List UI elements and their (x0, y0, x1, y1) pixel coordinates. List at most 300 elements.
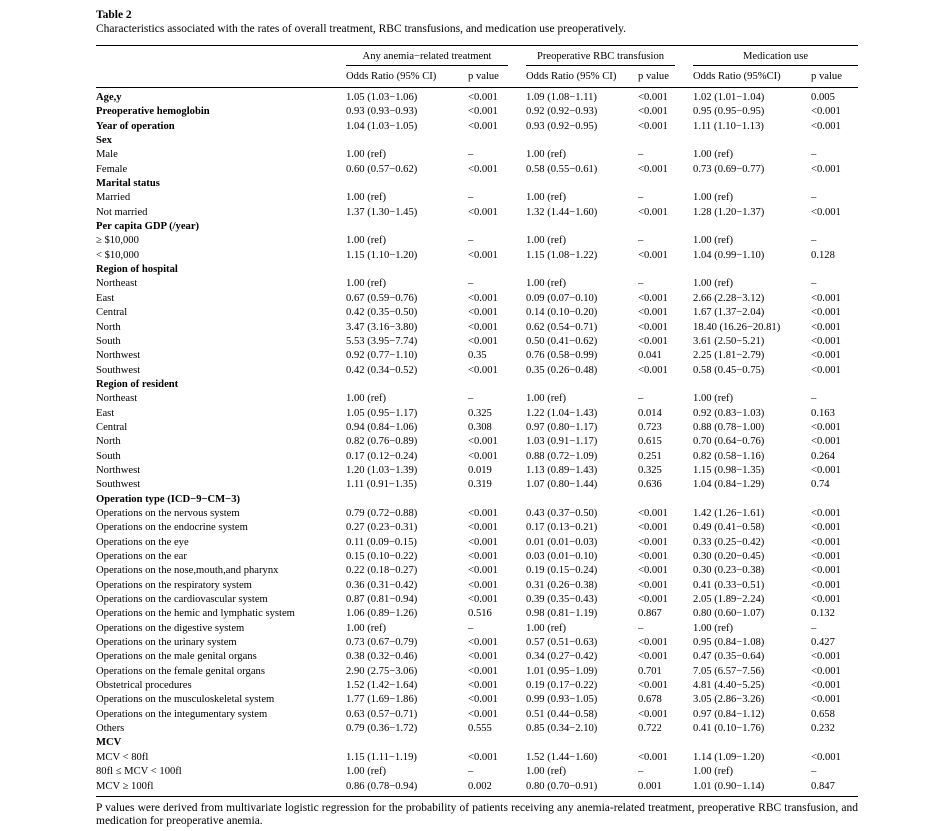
p-value-cell: <0.001 (468, 206, 498, 218)
row-label: Northeast (96, 278, 138, 290)
odds-ratio-cell: 1.04 (0.99−1.10) (693, 249, 765, 261)
odds-ratio-cell: 1.01 (0.90−1.14) (693, 780, 765, 792)
odds-ratio-cell (526, 220, 638, 234)
odds-ratio-cell: 0.80 (0.70−0.91) (526, 780, 598, 792)
odds-ratio-cell: 0.42 (0.35−0.50) (346, 307, 418, 319)
p-value-cell: <0.001 (811, 565, 841, 577)
odds-ratio-cell: 0.36 (0.31−0.42) (346, 579, 418, 591)
p-value-cell: 0.132 (811, 608, 835, 620)
odds-ratio-cell: 1.00 (ref) (346, 149, 387, 161)
col-group-medication-use (693, 46, 858, 67)
col-group-label: Medication use (693, 50, 858, 66)
odds-ratio-cell: 0.30 (0.23−0.38) (693, 565, 765, 577)
p-value-cell: <0.001 (638, 106, 668, 118)
section-header-row (96, 220, 858, 234)
row-label: 80fl ≤ MCV < 100fl (96, 766, 182, 778)
odds-ratio-cell: 1.00 (ref) (526, 192, 567, 204)
odds-ratio-cell: 1.15 (0.98−1.35) (693, 464, 765, 476)
p-value-cell (468, 736, 526, 750)
table-footnote: P values were derived from multivariate logistic regression for the probability of patients receiving any anemia-related treatment, preoperative RBC transfusion, and medication for preoperative anemia. (96, 801, 858, 827)
odds-ratio-cell: 0.86 (0.78−0.94) (346, 780, 418, 792)
odds-ratio-cell (526, 263, 638, 277)
table-row (96, 693, 858, 707)
section-header-row (96, 263, 858, 277)
odds-ratio-cell (693, 134, 811, 148)
p-value-cell: <0.001 (468, 565, 498, 577)
row-label: Obstetrical procedures (96, 680, 192, 692)
odds-ratio-cell: 1.00 (ref) (693, 393, 734, 405)
p-value-cell: – (811, 278, 817, 290)
p-value-cell: <0.001 (468, 594, 498, 606)
odds-ratio-cell: 0.60 (0.57−0.62) (346, 163, 418, 175)
p-value-cell: 0.002 (468, 780, 492, 792)
odds-ratio-cell: 0.97 (0.80−1.17) (526, 421, 598, 433)
table-row (96, 665, 858, 679)
odds-ratio-cell: 0.41 (0.10−1.76) (693, 723, 765, 735)
p-value-cell: – (468, 393, 474, 405)
row-label: Region of hospital (96, 264, 178, 276)
p-value-cell: – (468, 235, 474, 247)
table-row (96, 120, 858, 134)
p-value-cell: 0.041 (638, 350, 662, 362)
row-label: Operations on the hemic and lymphatic system (96, 608, 295, 620)
row-label: Operation type (ICD−9−CM−3) (96, 493, 241, 505)
odds-ratio-cell: 0.11 (0.09−0.15) (346, 536, 417, 548)
table-row (96, 607, 858, 621)
p-value-cell: <0.001 (811, 507, 841, 519)
odds-ratio-cell: 0.62 (0.54−0.71) (526, 321, 598, 333)
row-label: South (96, 335, 121, 347)
odds-ratio-cell: 1.07 (0.80−1.44) (526, 479, 598, 491)
odds-ratio-cell: 0.92 (0.77−1.10) (346, 350, 418, 362)
odds-ratio-cell: 1.28 (1.20−1.37) (693, 206, 765, 218)
row-label: Sex (96, 135, 112, 147)
odds-ratio-cell: 0.87 (0.81−0.94) (346, 594, 418, 606)
row-label: East (96, 292, 115, 304)
odds-ratio-cell: 5.53 (3.95−7.74) (346, 335, 418, 347)
row-label: Operations on the digestive system (96, 622, 245, 634)
p-value-cell: <0.001 (638, 522, 668, 534)
odds-ratio-cell: 0.22 (0.18−0.27) (346, 565, 418, 577)
col-group-anemia-treatment (346, 46, 526, 67)
odds-ratio-cell: 7.05 (6.57−7.56) (693, 665, 765, 677)
p-value-cell: 0.427 (811, 637, 835, 649)
p-value-cell: <0.001 (811, 536, 841, 548)
table-row (96, 636, 858, 650)
odds-ratio-cell (526, 134, 638, 148)
stub-header (96, 46, 346, 67)
p-value-cell: <0.001 (468, 507, 498, 519)
p-value-cell: <0.001 (638, 92, 668, 103)
p-value-cell: – (811, 393, 817, 405)
p-value-cell: – (811, 149, 817, 161)
row-label: Southwest (96, 364, 141, 376)
p-value-cell: 0.319 (468, 479, 492, 491)
odds-ratio-cell: 0.35 (0.26−0.48) (526, 364, 598, 376)
table-row (96, 622, 858, 636)
table-row (96, 780, 858, 797)
row-label: Male (96, 149, 118, 161)
table-row (96, 751, 858, 765)
table-row (96, 536, 858, 550)
odds-ratio-cell: 0.51 (0.44−0.58) (526, 708, 598, 720)
odds-ratio-cell (693, 736, 811, 750)
odds-ratio-cell: 1.00 (ref) (526, 235, 567, 247)
p-value-cell (638, 263, 693, 277)
p-value-cell (811, 378, 858, 392)
odds-ratio-cell (693, 378, 811, 392)
col-group-label: Any anemia−related treatment (346, 50, 508, 66)
odds-ratio-cell: 0.33 (0.25−0.42) (693, 536, 765, 548)
table-row (96, 593, 858, 607)
results-table (96, 45, 858, 797)
odds-ratio-cell: 0.73 (0.69−0.77) (693, 163, 765, 175)
p-value-cell: 0.74 (811, 479, 830, 491)
p-value-cell (811, 736, 858, 750)
p-value-cell (638, 378, 693, 392)
odds-ratio-cell: 1.00 (ref) (526, 149, 567, 161)
odds-ratio-cell: 0.73 (0.67−0.79) (346, 637, 418, 649)
p-value-cell: – (638, 393, 644, 405)
p-value-cell (638, 134, 693, 148)
p-value-cell: <0.001 (811, 579, 841, 591)
row-label: Not married (96, 206, 148, 218)
row-label: Preoperative hemoglobin (96, 106, 210, 118)
p-value-cell: <0.001 (811, 163, 841, 175)
col-group-label: Preoperative RBC transfusion (526, 50, 675, 66)
column-group-row (96, 46, 858, 67)
odds-ratio-cell (346, 134, 468, 148)
row-label: Operations on the male genital organs (96, 651, 257, 663)
odds-ratio-cell: 0.38 (0.32−0.46) (346, 651, 418, 663)
odds-ratio-cell: 0.39 (0.35−0.43) (526, 594, 598, 606)
odds-ratio-cell: 1.00 (ref) (693, 149, 734, 161)
odds-ratio-cell: 1.15 (1.08−1.22) (526, 249, 598, 261)
row-label: Operations on the integumentary system (96, 708, 268, 720)
odds-ratio-cell: 0.92 (0.92−0.93) (526, 106, 598, 118)
p-value-cell: <0.001 (468, 92, 498, 103)
odds-ratio-header: Odds Ratio (95% CI) (526, 66, 638, 88)
p-value-cell: <0.001 (468, 637, 498, 649)
p-value-cell: <0.001 (811, 292, 841, 304)
table-row (96, 550, 858, 564)
section-header-row (96, 378, 858, 392)
odds-ratio-cell (346, 493, 468, 507)
p-value-cell: 0.325 (468, 407, 492, 419)
p-value-cell (811, 134, 858, 148)
odds-ratio-cell: 0.17 (0.12−0.24) (346, 450, 418, 462)
p-value-cell: <0.001 (638, 651, 668, 663)
odds-ratio-cell: 0.95 (0.84−1.08) (693, 637, 765, 649)
p-value-cell: 0.867 (638, 608, 662, 620)
odds-ratio-cell (346, 263, 468, 277)
p-value-cell: <0.001 (638, 364, 668, 376)
p-value-cell: <0.001 (638, 637, 668, 649)
odds-ratio-cell (346, 736, 468, 750)
p-value-cell: <0.001 (638, 680, 668, 692)
p-value-cell (468, 493, 526, 507)
p-value-header: p value (638, 66, 693, 88)
p-value-cell: – (468, 278, 474, 290)
row-label: < $10,000 (96, 249, 140, 261)
p-value-cell: 0.35 (468, 350, 487, 362)
odds-ratio-cell: 0.09 (0.07−0.10) (526, 292, 598, 304)
p-value-cell: 0.163 (811, 407, 835, 419)
p-value-cell (811, 177, 858, 191)
table-row (96, 521, 858, 535)
odds-ratio-cell: 1.00 (ref) (693, 766, 734, 778)
p-value-cell (468, 220, 526, 234)
p-value-cell: – (638, 622, 644, 634)
odds-ratio-cell: 1.14 (1.09−1.20) (693, 751, 765, 763)
p-value-cell (811, 220, 858, 234)
table-body (96, 88, 858, 797)
odds-ratio-cell: 1.77 (1.69−1.86) (346, 694, 418, 706)
p-value-cell: <0.001 (638, 579, 668, 591)
row-label: Operations on the ear (96, 551, 187, 562)
p-value-cell: 0.325 (638, 464, 662, 476)
odds-ratio-cell: 0.27 (0.23−0.31) (346, 522, 418, 534)
odds-ratio-header: Odds Ratio (95%CI) (693, 66, 811, 88)
odds-ratio-cell: 1.02 (1.01−1.04) (693, 92, 765, 103)
odds-ratio-cell: 0.82 (0.76−0.89) (346, 436, 418, 448)
p-value-cell: <0.001 (468, 536, 498, 548)
p-value-cell: 0.001 (638, 780, 662, 792)
p-value-cell (638, 493, 693, 507)
p-value-cell (468, 378, 526, 392)
table-row (96, 407, 858, 421)
p-value-cell: <0.001 (468, 106, 498, 118)
col-group-rbc-transfusion (526, 46, 693, 67)
stub-header (96, 66, 346, 88)
p-value-cell: – (468, 192, 474, 204)
p-value-cell: <0.001 (811, 694, 841, 706)
row-label: North (96, 436, 121, 448)
row-label: East (96, 407, 115, 419)
odds-ratio-cell: 1.00 (ref) (526, 766, 567, 778)
table-row (96, 206, 858, 220)
odds-ratio-cell: 1.15 (1.10−1.20) (346, 249, 418, 261)
odds-ratio-cell: 0.92 (0.83−1.03) (693, 407, 765, 419)
odds-ratio-cell: 1.00 (ref) (693, 235, 734, 247)
table-row (96, 277, 858, 291)
p-value-cell: <0.001 (638, 536, 668, 548)
p-value-cell: <0.001 (811, 751, 841, 763)
sub-header-row (96, 66, 858, 88)
p-value-cell: <0.001 (811, 665, 841, 677)
p-value-cell: 0.722 (638, 723, 662, 735)
p-value-cell: <0.001 (811, 106, 841, 118)
odds-ratio-cell (526, 177, 638, 191)
odds-ratio-cell: 1.00 (ref) (693, 192, 734, 204)
p-value-cell: <0.001 (638, 249, 668, 261)
row-label: Others (96, 723, 125, 735)
p-value-cell: <0.001 (811, 206, 841, 218)
p-value-cell: <0.001 (468, 307, 498, 319)
row-label: Central (96, 307, 128, 319)
row-label: MCV ≥ 100fl (96, 780, 154, 792)
odds-ratio-cell: 0.98 (0.81−1.19) (526, 608, 598, 620)
odds-ratio-cell (693, 493, 811, 507)
p-value-cell: <0.001 (468, 364, 498, 376)
odds-ratio-cell: 0.57 (0.51−0.63) (526, 637, 598, 649)
row-label: Operations on the respiratory system (96, 579, 252, 591)
odds-ratio-cell: 0.80 (0.60−1.07) (693, 608, 765, 620)
table-row (96, 163, 858, 177)
table-row (96, 234, 858, 248)
odds-ratio-cell: 0.41 (0.33−0.51) (693, 579, 765, 591)
p-value-cell: 0.005 (811, 92, 835, 103)
table-label: Table 2 (96, 9, 132, 21)
p-value-cell: <0.001 (638, 307, 668, 319)
p-value-cell (468, 177, 526, 191)
p-value-cell (638, 220, 693, 234)
p-value-cell: <0.001 (468, 680, 498, 692)
row-label: Age,y (96, 92, 122, 103)
p-value-cell: <0.001 (468, 436, 498, 448)
p-value-cell: <0.001 (638, 565, 668, 577)
p-value-cell: <0.001 (468, 120, 498, 132)
p-value-cell: <0.001 (638, 551, 668, 562)
p-value-cell: – (811, 622, 817, 634)
odds-ratio-cell: 1.00 (ref) (346, 393, 387, 405)
p-value-cell: <0.001 (468, 522, 498, 534)
table-row (96, 292, 858, 306)
p-value-cell (811, 263, 858, 277)
table-row (96, 650, 858, 664)
p-value-cell: 0.516 (468, 608, 492, 620)
odds-ratio-cell: 0.97 (0.84−1.12) (693, 708, 765, 720)
row-label: Northwest (96, 350, 141, 362)
odds-ratio-cell: 0.03 (0.01−0.10) (526, 551, 598, 562)
table-row (96, 478, 858, 492)
odds-ratio-cell: 1.00 (ref) (346, 192, 387, 204)
odds-ratio-cell: 0.31 (0.26−0.38) (526, 579, 598, 591)
odds-ratio-cell: 1.37 (1.30−1.45) (346, 206, 418, 218)
p-value-cell: <0.001 (468, 694, 498, 706)
row-label: Per capita GDP (/year) (96, 221, 200, 233)
odds-ratio-cell (526, 378, 638, 392)
p-value-cell: <0.001 (638, 507, 668, 519)
odds-ratio-cell: 1.42 (1.26−1.61) (693, 507, 765, 519)
odds-ratio-cell: 1.00 (ref) (526, 278, 567, 290)
p-value-cell: <0.001 (468, 751, 498, 763)
p-value-cell: <0.001 (638, 708, 668, 720)
p-value-cell: <0.001 (811, 335, 841, 347)
odds-ratio-cell: 1.11 (0.91−1.35) (346, 479, 417, 491)
table-row (96, 392, 858, 406)
p-value-cell: 0.555 (468, 723, 492, 735)
p-value-cell: <0.001 (638, 163, 668, 175)
table-row (96, 249, 858, 263)
p-value-cell (811, 493, 858, 507)
table-row (96, 306, 858, 320)
row-label: Female (96, 163, 128, 175)
odds-ratio-cell: 1.15 (1.11−1.19) (346, 751, 417, 763)
odds-ratio-cell: 1.67 (1.37−2.04) (693, 307, 765, 319)
odds-ratio-cell: 0.30 (0.20−0.45) (693, 551, 765, 562)
row-label: Region of resident (96, 378, 179, 390)
p-value-cell: – (638, 278, 644, 290)
odds-ratio-cell: 1.01 (0.95−1.09) (526, 665, 598, 677)
p-value-cell: – (638, 766, 644, 778)
p-value-cell: <0.001 (811, 522, 841, 534)
odds-ratio-cell: 2.05 (1.89−2.24) (693, 594, 765, 606)
table-row (96, 364, 858, 378)
table-row (96, 421, 858, 435)
p-value-cell: – (811, 766, 817, 778)
odds-ratio-cell: 0.34 (0.27−0.42) (526, 651, 598, 663)
table-caption: Characteristics associated with the rates of overall treatment, RBC transfusions, and medication use preoperatively. (96, 23, 627, 35)
odds-ratio-cell: 1.20 (1.03−1.39) (346, 464, 418, 476)
odds-ratio-cell (346, 220, 468, 234)
odds-ratio-cell: 2.90 (2.75−3.06) (346, 665, 418, 677)
p-value-cell: <0.001 (811, 364, 841, 376)
p-value-cell: <0.001 (811, 680, 841, 692)
row-label: Northwest (96, 464, 141, 476)
p-value-cell: 0.308 (468, 421, 492, 433)
row-label: Year of operation (96, 120, 175, 132)
p-value-cell: <0.001 (811, 436, 841, 448)
odds-ratio-cell: 0.47 (0.35−0.64) (693, 651, 765, 663)
row-label: Operations on the endocrine system (96, 522, 248, 534)
odds-ratio-cell: 1.05 (0.95−1.17) (346, 407, 418, 419)
odds-ratio-cell: 0.58 (0.55−0.61) (526, 163, 598, 175)
odds-ratio-cell: 0.76 (0.58−0.99) (526, 350, 598, 362)
odds-ratio-cell: 0.82 (0.58−1.16) (693, 450, 765, 462)
odds-ratio-cell: 2.25 (1.81−2.79) (693, 350, 765, 362)
p-value-cell: <0.001 (468, 551, 498, 562)
odds-ratio-cell: 3.47 (3.16−3.80) (346, 321, 418, 333)
row-label: Operations on the cardiovascular system (96, 594, 268, 606)
odds-ratio-cell: 1.00 (ref) (693, 622, 734, 634)
odds-ratio-cell: 0.43 (0.37−0.50) (526, 507, 598, 519)
odds-ratio-cell: 1.00 (ref) (346, 235, 387, 247)
row-label: Operations on the female genital organs (96, 665, 265, 677)
p-value-cell (638, 177, 693, 191)
row-label: Operations on the urinary system (96, 637, 237, 649)
p-value-cell: <0.001 (638, 120, 668, 132)
p-value-cell (468, 134, 526, 148)
table-row (96, 105, 858, 119)
p-value-cell: – (638, 149, 644, 161)
row-label: Operations on the nose,mouth,and pharynx (96, 565, 279, 577)
odds-ratio-cell: 2.66 (2.28−3.12) (693, 292, 765, 304)
row-label: ≥ $10,000 (96, 235, 139, 247)
table-row (96, 722, 858, 736)
table-row (96, 148, 858, 162)
odds-ratio-cell: 0.94 (0.84−1.06) (346, 421, 418, 433)
p-value-cell: 0.723 (638, 421, 662, 433)
p-value-cell: – (638, 192, 644, 204)
odds-ratio-cell: 0.79 (0.36−1.72) (346, 723, 418, 735)
p-value-header: p value (811, 66, 858, 88)
p-value-cell: – (468, 766, 474, 778)
p-value-cell: 0.232 (811, 723, 835, 735)
odds-ratio-cell: 0.19 (0.15−0.24) (526, 565, 598, 577)
row-label: Northeast (96, 393, 138, 405)
odds-ratio-cell: 1.00 (ref) (526, 622, 567, 634)
odds-ratio-cell: 0.70 (0.64−0.76) (693, 436, 765, 448)
table-row (96, 564, 858, 578)
p-value-cell: <0.001 (638, 751, 668, 763)
row-label: MCV (96, 737, 122, 749)
odds-ratio-cell: 1.52 (1.42−1.64) (346, 680, 418, 692)
section-header-row (96, 736, 858, 750)
table-row (96, 321, 858, 335)
row-label: Southwest (96, 479, 141, 491)
odds-ratio-cell: 1.11 (1.10−1.13) (693, 120, 764, 132)
